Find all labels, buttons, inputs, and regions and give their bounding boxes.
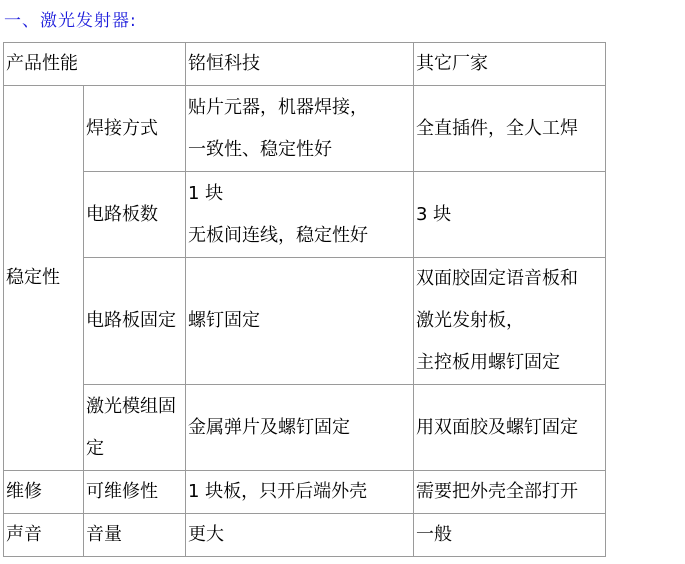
others-cell: 一般 [414,514,606,557]
cell-line: 贴片元器，机器焊接， [188,96,368,118]
header-minghang-tech: 铭恒科技 [186,43,414,86]
table-row [4,514,606,557]
cell-line: 一致性、稳定性好 [188,138,332,160]
table-row [4,258,606,385]
minghang-cell [186,172,414,258]
cell-line: 双面胶固定语音板和 [416,268,578,289]
group-stability: 稳定性 [4,86,84,471]
aspect-cell: 电路板固定 [84,258,186,385]
cell-line: 金属弹片及螺钉固定 [188,416,350,438]
cell-line: 3 块 [416,203,452,225]
cell-line: 激光发射板， [416,310,524,331]
minghang-cell [186,258,414,385]
group-maintenance: 维修 [4,471,84,514]
minghang-cell [186,385,414,471]
cell-line: 全直插件，全人工焊 [416,117,578,139]
minghang-cell [186,86,414,172]
header-row [4,43,606,86]
cell-line: 用双面胶及螺钉固定 [416,416,578,438]
aspect-cell: 可维修性 [84,471,186,514]
section-heading: 一、激光发射器: [4,11,137,31]
cell-line: 无板间连线，稳定性好 [188,224,368,246]
table-row [4,471,606,514]
aspect-cell: 电路板数 [84,172,186,258]
others-cell [414,86,606,172]
group-sound: 声音 [4,514,84,557]
minghang-cell: 更大 [186,514,414,557]
header-product-performance: 产品性能 [4,43,186,86]
aspect-cell: 音量 [84,514,186,557]
minghang-cell: 1 块板，只开后端外壳 [186,471,414,514]
table-row [4,172,606,258]
comparison-table [3,42,606,557]
others-cell [414,385,606,471]
table-row [4,385,606,471]
others-cell: 需要把外壳全部打开 [414,471,606,514]
aspect-cell: 焊接方式 [84,86,186,172]
cell-line: 1 块 [188,182,224,204]
aspect-cell: 激光模组固定 [84,385,186,471]
table-row [4,86,606,172]
cell-line: 主控板用螺钉固定 [416,352,560,373]
others-cell [414,258,606,385]
others-cell [414,172,606,258]
cell-line: 螺钉固定 [188,310,260,331]
header-other-vendors: 其它厂家 [414,43,606,86]
